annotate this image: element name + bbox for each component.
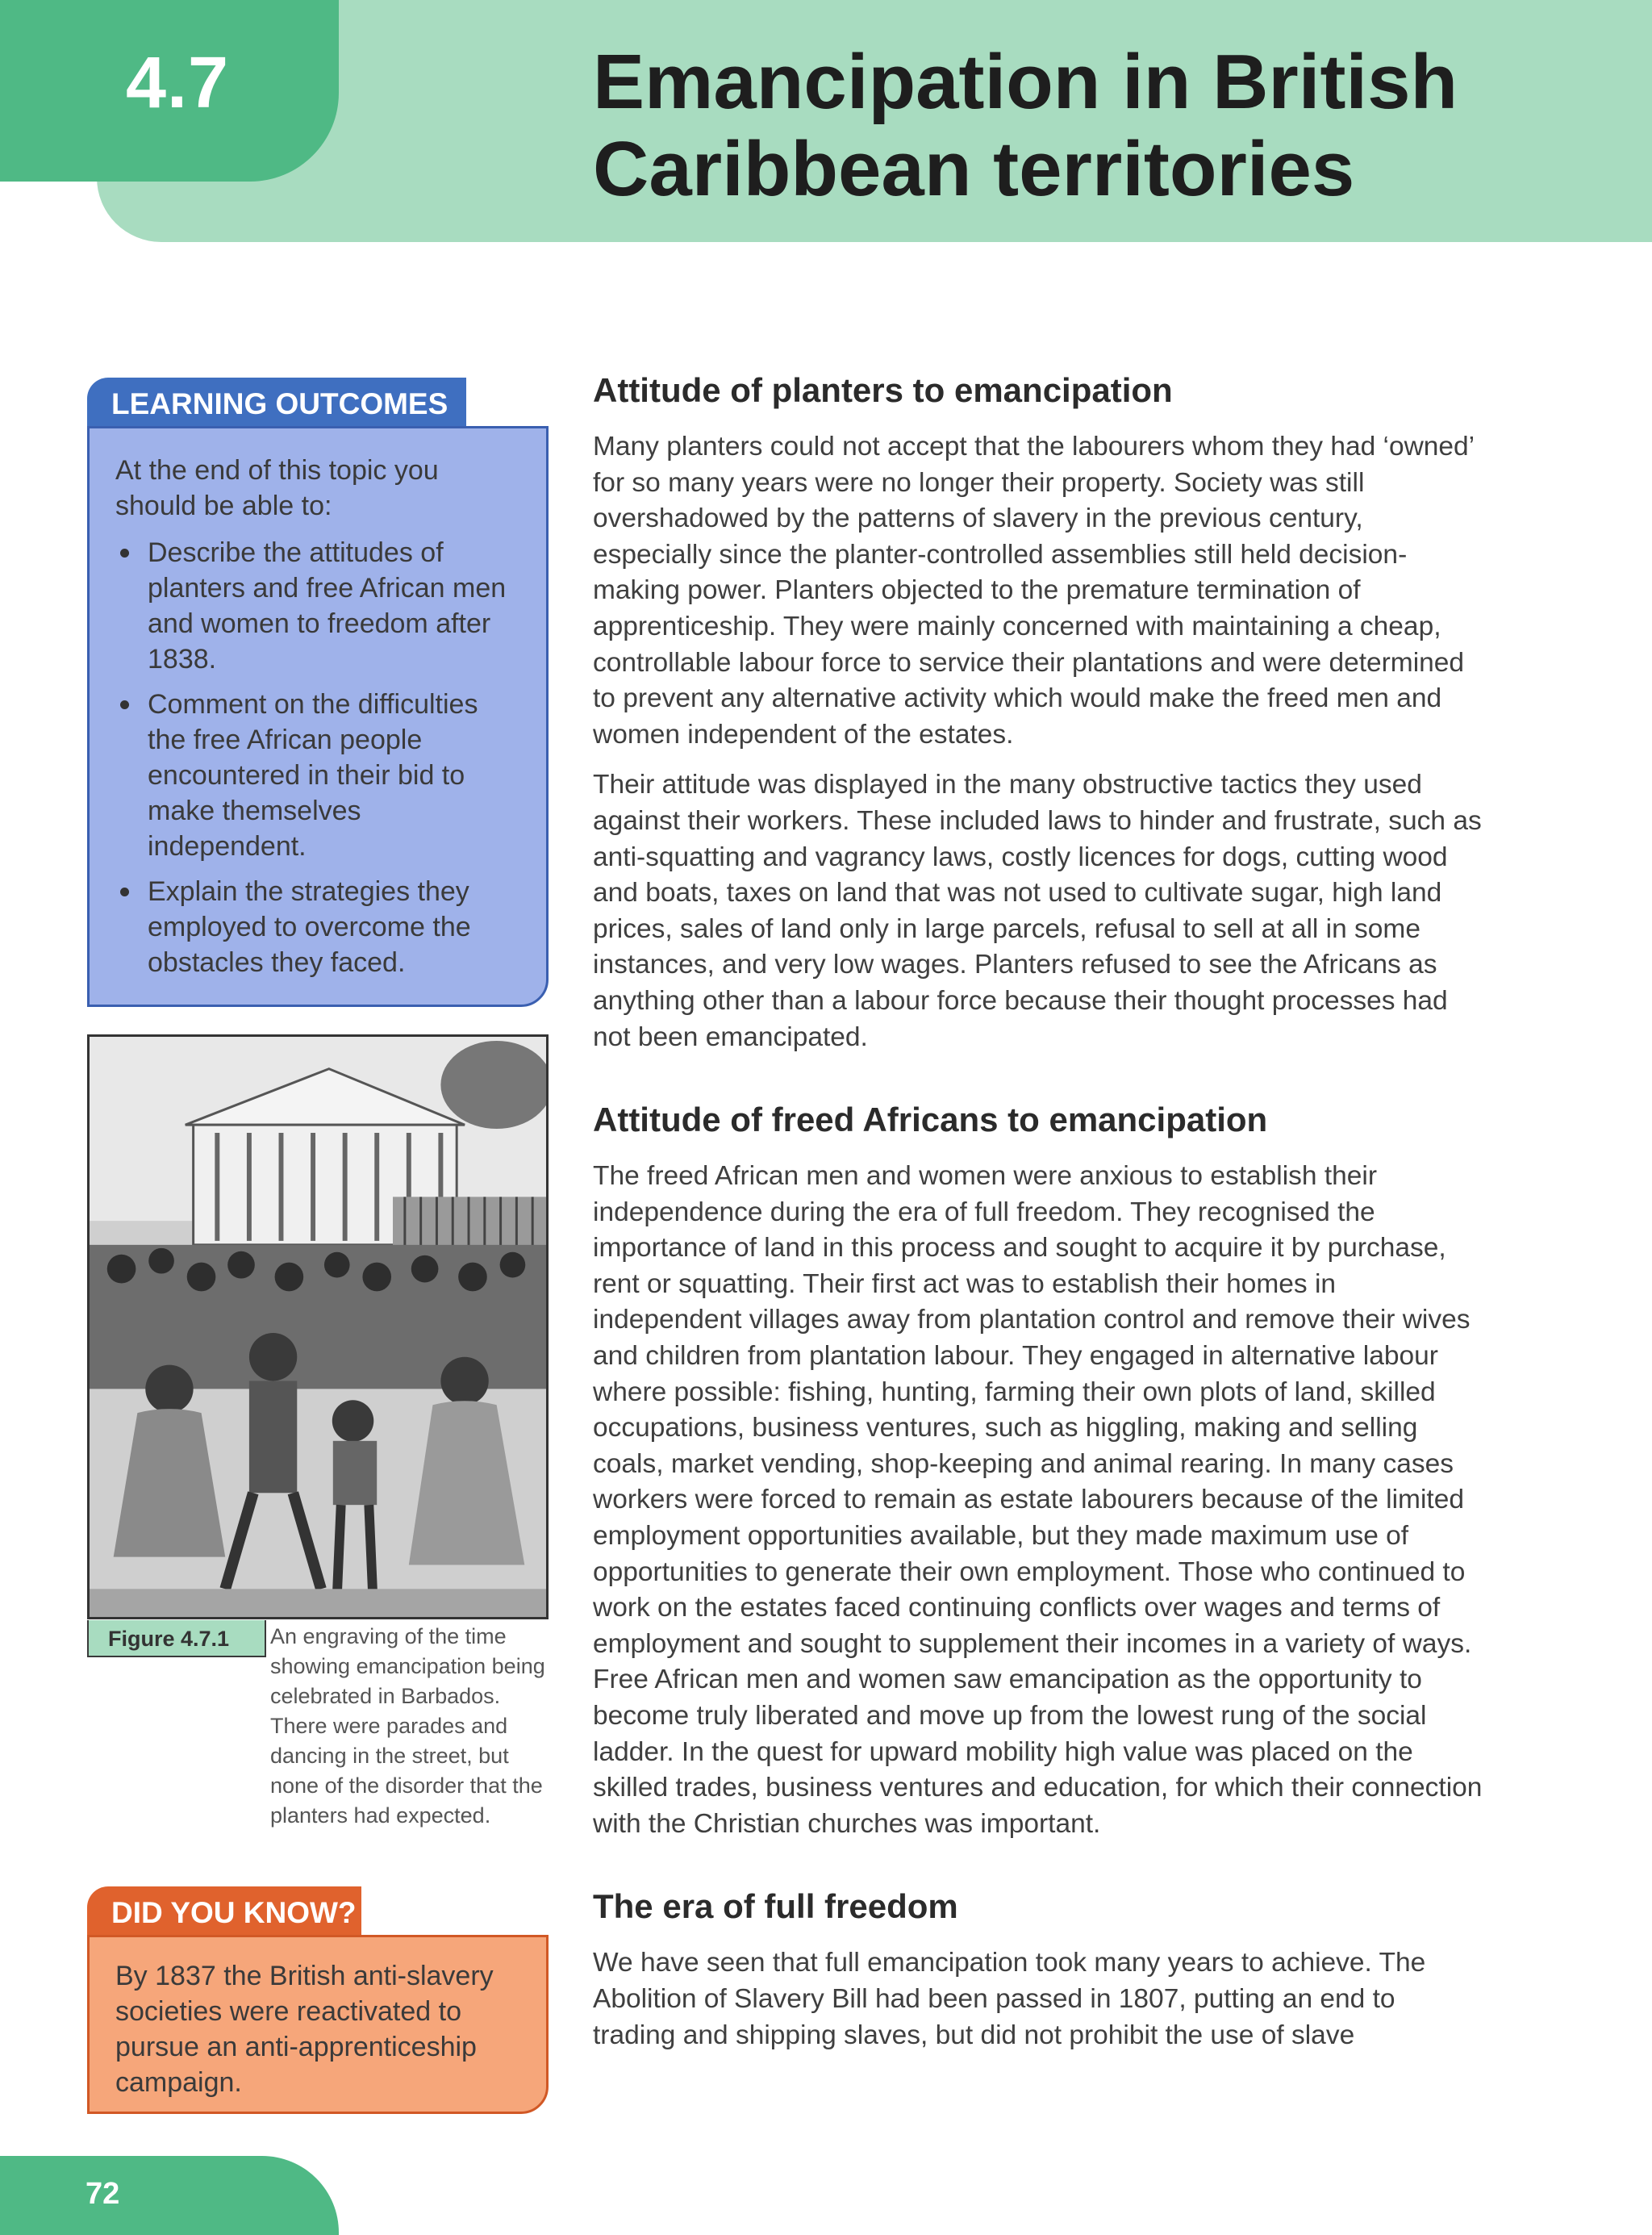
page-title: Emancipation in British Caribbean territories xyxy=(593,39,1458,212)
paragraph: Their attitude was displayed in the many obstructive tactics they used against their workers. These included laws to hinder and frustrate, such as anti-squatting and vagrancy laws, costly licences for dogs, cutting wood and boats, taxes on land that was not used to cultivate sugar, high land prices, sales of land only in large parcels, refusal to sell at all in some instances, and very low wages. Planters refused to see the Africans as anything other than a labour force because their thought processes had not been emancipated. xyxy=(593,770,1482,1052)
did-you-know-label: DID YOU KNOW? xyxy=(87,1886,361,1935)
list-item: Describe the attitudes of planters and free African men and women to freedom after 1838. xyxy=(115,535,522,677)
paragraph: Many planters could not accept that the labourers whom they had ‘owned’ for so many years were no longer their property. Society was still overshadowed by the patterns of slavery in the previous century, especially since the planter-controlled assemblies still held decision-making power. Planters objected to the premature termination of apprenticeship. They were mainly concerned with maintaining a cheap, controllable labour force to service their plantations and were determined to prevent any alternative activity which would make the freed men and women independent of the estates. xyxy=(593,432,1474,750)
bullet-icon xyxy=(120,549,129,558)
paragraph: The freed African men and women were anxious to establish their independence during the era of full freedom. They recognised the importance of land in this process and sought to acquire it by purchase, rent or squatting. Their first act was to establish their homes in independent villages away from plantation control and remove their wives and children from plantation labour. They engaged in alternative labour where possible: fishing, hunting, farming their own plots of land, skilled occupations, business ventures, such as higgling, making and selling coals, market vending, shop-keeping and animal rearing. In many cases workers were forced to remain as estate labourers because of the limited employment opportunities available, but they made maximum use of opportunities to generate their own employment. Those who continued to work on the estates faced continuing conflicts over wages and terms of employment and sought to supplement their incomes in a variety of ways. Free African men and women saw emancipation as the opportunity to become truly liberated and move up from the lowest rung of the social ladder. In the quest for upward mobility high value was placed on the skilled trades, business ventures and education, for which their connection with the Christian churches was important. xyxy=(593,1161,1483,1839)
learning-outcomes-label: LEARNING OUTCOMES xyxy=(87,378,466,426)
main-content xyxy=(593,368,1484,2053)
did-you-know-box: By 1837 the British anti-slavery societies were reactivated to pursue an anti-apprenticeship campaign. xyxy=(87,1935,549,2114)
section-heading-full-freedom: The era of full freedom xyxy=(593,1887,958,1926)
bullet-icon xyxy=(120,700,129,709)
figure-engraving-image xyxy=(87,1034,549,1619)
bullet-icon xyxy=(120,888,129,896)
list-item: Comment on the difficulties the free African people encountered in their bid to make themselves independent. xyxy=(115,687,522,864)
learning-outcomes-box xyxy=(87,426,549,1007)
section-heading-freed-africans: Attitude of freed Africans to emancipation xyxy=(593,1101,1268,1139)
page-number: 72 xyxy=(86,2177,120,2211)
learning-outcomes-list xyxy=(115,535,522,980)
paragraph: We have seen that full emancipation took many years to achieve. The Abolition of Slavery Bill had been passed in 1807, putting an end to trading and shipping slaves, but did not prohibit the use of slave xyxy=(593,1948,1426,2050)
list-item: Explain the strategies they employed to overcome the obstacles they faced. xyxy=(115,874,522,980)
page-number-tab xyxy=(0,2156,339,2235)
figure-label: Figure 4.7.1 xyxy=(87,1620,266,1657)
engraving-illustration xyxy=(90,1037,546,1617)
figure-caption: An engraving of the time showing emancipation being celebrated in Barbados. There were parades and dancing in the street, but none of the disorder that the planters had expected. xyxy=(270,1624,545,1828)
learning-outcomes-intro: At the end of this topic you should be able to: xyxy=(115,455,439,521)
section-heading-planters: Attitude of planters to emancipation xyxy=(593,371,1173,409)
section-number: 4.7 xyxy=(126,43,230,123)
section-number-tab xyxy=(0,0,339,182)
